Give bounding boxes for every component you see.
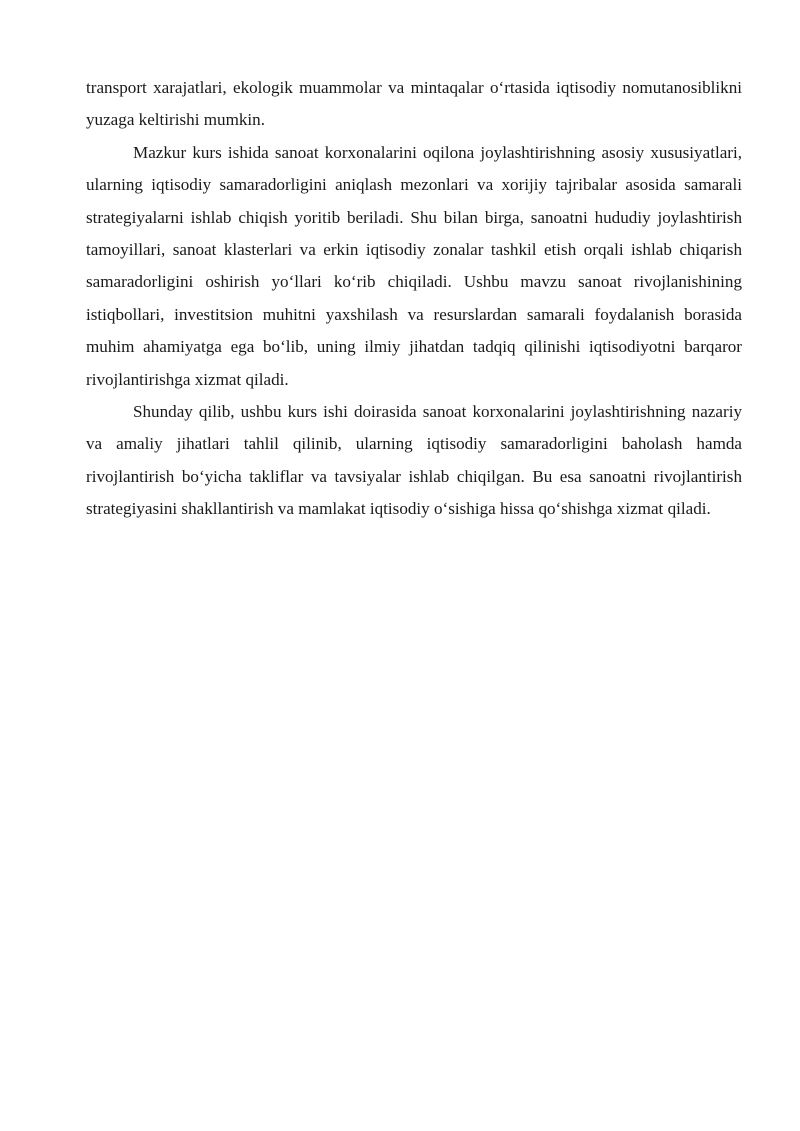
paragraph: Mazkur kurs ishida sanoat korxonalarini oqilona joylashtirishning asosiy xususiyatlari, ularning iqtisodiy samaradorligini aniqlash mezonlari va xorijiy tajribalar asosida samarali strategiyalarni ishlab chiqish yoritib beriladi. Shu bilan birga, sanoatni hududiy joylashtirish tamoyillari, sanoat klasterlari va erkin iqtisodiy zonalar tashkil etish orqali ishlab chiqarish samaradorligini oshirish yo‘llari ko‘rib chiqiladi. Ushbu mavzu sanoat rivojlanishining istiqbollari, investitsion muhitni yaxshilash va resurslardan samarali foydalanish borasida muhim ahamiyatga ega bo‘lib, uning ilmiy jihatdan tadqiq qilinishi iqtisodiyotni barqaror rivojlantirishga xizmat qiladi. <box>86 142 742 389</box>
paragraph-continuation: transport xarajatlari, ekologik muammolar va mintaqalar o‘rtasida iqtisodiy nomutanosiblikni yuzaga keltirishi mumkin. <box>86 78 742 130</box>
paragraph: Shunday qilib, ushbu kurs ishi doirasida sanoat korxonalarini joylashtirishning nazariy va amaliy jihatlari tahlil qilinib, ularning iqtisodiy samaradorligini baholash hamda rivojlantirish bo‘yicha takliflar va tavsiyalar ishlab chiqilgan. Bu esa sanoatni rivojlantirish strategiyasini shakllantirish va mamlakat iqtisodiy o‘sishiga hissa qo‘shishga xizmat qiladi. <box>86 402 742 519</box>
body-text <box>86 72 742 526</box>
